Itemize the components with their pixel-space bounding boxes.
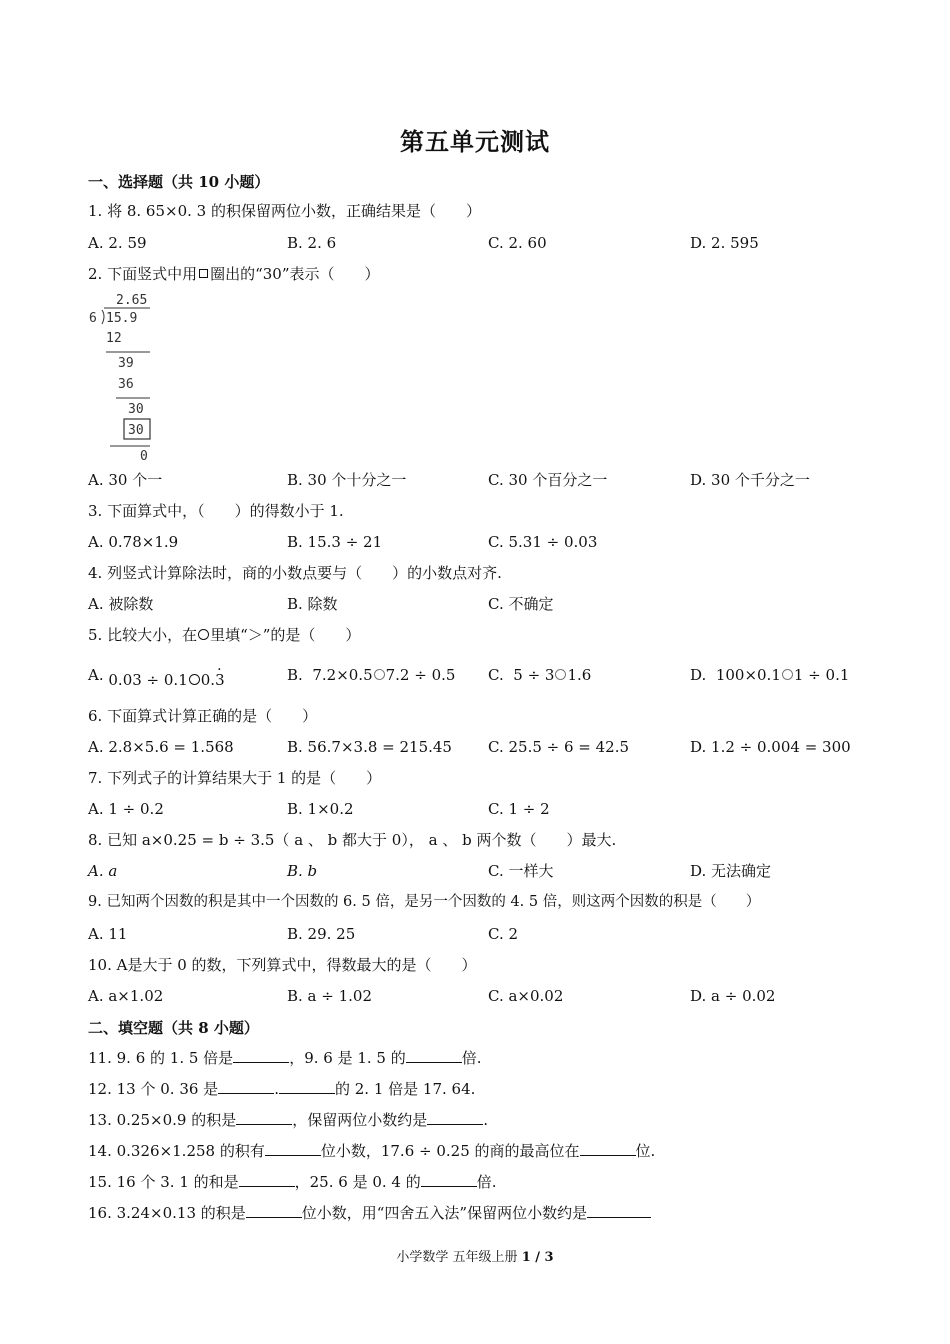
question-5-stem-post: 里填“＞”的是（ ） [210, 626, 361, 644]
question-10-option-d: D. a ÷ 0.02 [690, 987, 776, 1005]
answer-blank[interactable] [279, 1079, 335, 1094]
answer-blank[interactable] [236, 1110, 292, 1125]
question-4-option-c: C. 不确定 [488, 595, 554, 613]
option-b-right: 7.2 ÷ 0.5 [385, 666, 456, 684]
question-12-part-3: 的 2. 1 倍是 17. 64. [334, 1080, 476, 1098]
page-number: 1 / 3 [521, 1250, 554, 1265]
question-3-option-a: A. 0.78×1.9 [88, 533, 179, 551]
long-division-figure [86, 290, 156, 462]
question-10-option-b: B. a ÷ 1.02 [287, 987, 373, 1005]
question-14-part-1: 14. 0.326×1.258 的积有 [88, 1142, 265, 1160]
question-6-stem: 6. 下面算式计算正确的是（ ） [88, 707, 318, 725]
question-7-option-c: C. 1 ÷ 2 [488, 800, 550, 818]
question-16-part-1: 16. 3.24×0.13 的积是 [88, 1204, 246, 1222]
question-7-option-b: B. 1×0.2 [287, 800, 354, 818]
division-row-3: 36 [118, 377, 134, 392]
option-d-right: 1 ÷ 0.1 [793, 666, 850, 684]
compare-circle-icon [782, 669, 793, 680]
question-8-option-a: A. a [88, 862, 118, 880]
question-4-stem: 4. 列竖式计算除法时，商的小数点要与（ ）的小数点对齐. [88, 564, 502, 582]
answer-blank[interactable] [218, 1079, 274, 1094]
option-b-left: 7.2×0.5 [312, 666, 373, 684]
answer-blank[interactable] [580, 1141, 636, 1156]
division-quotient: 2.65 [116, 293, 148, 308]
option-d-left: 100×0.1 [715, 666, 781, 684]
question-6-option-c: C. 25.5 ÷ 6 = 42.5 [488, 738, 630, 756]
question-11-part-3: 倍. [461, 1049, 482, 1067]
question-10-stem: 10. A是大于 0 的数，下列算式中，得数最大的是（ ） [88, 956, 477, 974]
question-3-option-c: C. 5.31 ÷ 0.03 [488, 533, 598, 551]
question-13-part-2: ，保留两位小数约是 [292, 1111, 428, 1129]
question-3-stem: 3. 下面算式中，（ ）的得数小于 1. [88, 502, 344, 520]
question-16-part-2: 位小数，用“四舍五入法”保留两位小数约是 [301, 1204, 588, 1222]
option-a-left: 0.03 ÷ 0.1 [108, 671, 188, 689]
answer-blank[interactable] [233, 1048, 289, 1063]
square-icon [199, 269, 208, 278]
answer-blank[interactable] [265, 1141, 321, 1156]
division-row-4: 30 [128, 402, 144, 417]
question-10-option-c: C. a×0.02 [488, 987, 564, 1005]
question-9-option-b: B. 29. 25 [287, 925, 356, 943]
question-1-option-b: B. 2. 6 [287, 234, 337, 252]
question-15-part-3: 倍. [476, 1173, 497, 1191]
question-13 [88, 1110, 488, 1130]
division-row-2: 39 [118, 356, 134, 371]
question-6-option-a: A. 2.8×5.6 = 1.568 [88, 738, 234, 756]
question-7-option-a: A. 1 ÷ 0.2 [88, 800, 164, 818]
answer-blank[interactable] [406, 1048, 462, 1063]
division-dividend: 15.9 [106, 311, 138, 326]
question-2-option-c: C. 30 个百分之一 [488, 471, 608, 489]
question-13-part-3: . [483, 1111, 489, 1129]
question-8-option-d: D. 无法确定 [690, 862, 772, 880]
question-12-part-2: . [274, 1080, 279, 1098]
question-5-option-b [287, 665, 455, 685]
question-16 [88, 1203, 651, 1223]
question-5-option-c [488, 665, 591, 685]
question-15 [88, 1172, 497, 1192]
answer-blank[interactable] [246, 1203, 302, 1218]
question-14-part-2: 位小数，17.6 ÷ 0.25 的商的最高位在 [320, 1142, 580, 1160]
question-13-part-1: 13. 0.25×0.9 的积是 [88, 1111, 237, 1129]
question-7-stem: 7. 下列式子的计算结果大于 1 的是（ ） [88, 769, 382, 787]
question-6-option-d: D. 1.2 ÷ 0.004 = 300 [690, 738, 851, 756]
question-14 [88, 1141, 655, 1161]
question-8-option-c: C. 一样大 [488, 862, 554, 880]
question-11-part-1: 11. 9. 6 的 1. 5 倍是 [88, 1049, 234, 1067]
answer-blank[interactable] [421, 1172, 477, 1187]
answer-blank[interactable] [239, 1172, 295, 1187]
question-15-part-1: 15. 16 个 3. 1 的和是 [88, 1173, 239, 1191]
question-2-option-a: A. 30 个一 [88, 471, 163, 489]
question-9-option-c: C. 2 [488, 925, 519, 943]
question-2-option-b: B. 30 个十分之一 [287, 471, 407, 489]
question-1-option-d: D. 2. 595 [690, 234, 759, 252]
question-10-option-a: A. a×1.02 [88, 987, 164, 1005]
question-5-stem-pre: 5. 比较大小，在 [88, 626, 198, 644]
answer-blank[interactable] [587, 1203, 651, 1218]
option-c-right: 1.6 [567, 666, 592, 684]
question-4-option-b: B. 除数 [287, 595, 338, 613]
question-11 [88, 1048, 482, 1068]
footer-text: 小学数学 五年级上册 [396, 1250, 522, 1265]
division-bracket [102, 310, 104, 324]
page-title: 第五单元测试 [400, 127, 550, 156]
question-8-stem: 8. 已知 a×0.25 = b ÷ 3.5（ a 、 b 都大于 0）， a 、 b 两个数（ ）最大. [88, 831, 617, 849]
question-5-stem [88, 625, 360, 645]
option-a-right-int: 0. [200, 671, 216, 689]
compare-circle-icon [374, 669, 385, 680]
question-2-stem-post: 圈出的“30”表示（ ） [210, 265, 380, 283]
page-footer [0, 1246, 950, 1265]
option-d-label: D. [690, 666, 707, 684]
question-15-part-2: ，25. 6 是 0. 4 的 [294, 1173, 421, 1191]
section-heading-fill: 二、填空题（共 8 小题） [88, 1019, 259, 1037]
question-2-option-d: D. 30 个千分之一 [690, 471, 810, 489]
question-12-part-1: 12. 13 个 0. 36 是 [88, 1080, 219, 1098]
question-6-option-b: B. 56.7×3.8 = 215.45 [287, 738, 452, 756]
option-a-expression [108, 671, 224, 689]
option-a-label: A. [88, 666, 104, 684]
question-9-stem: 9. 已知两个因数的积是其中一个因数的 6. 5 倍，是另一个因数的 4. 5 倍，则这两个因数的积是（ ） [88, 894, 761, 910]
option-a-right-repeating: 3 · [215, 671, 225, 689]
question-8-option-b: B. b [287, 862, 318, 880]
question-1-option-a: A. 2. 59 [88, 234, 147, 252]
division-boxed-value: 30 [128, 423, 144, 438]
division-divisor: 6 [89, 311, 97, 326]
option-b-label: B. [287, 666, 303, 684]
circle-icon [198, 629, 209, 640]
question-11-part-2: ，9. 6 是 1. 5 的 [289, 1049, 406, 1067]
question-1-stem: 1. 将 8. 65×0. 3 的积保留两位小数，正确结果是（ ） [88, 202, 481, 220]
compare-circle-icon [555, 669, 566, 680]
question-3-option-b: B. 15.3 ÷ 21 [287, 533, 383, 551]
division-row-5: 0 [140, 449, 148, 462]
question-2-stem [88, 264, 380, 284]
compare-circle-icon [189, 674, 200, 685]
question-4-option-a: A. 被除数 [88, 595, 154, 613]
answer-blank[interactable] [427, 1110, 483, 1125]
question-12 [88, 1079, 475, 1099]
question-2-stem-pre: 2. 下面竖式中用 [88, 265, 198, 283]
option-c-left: 5 ÷ 3 [513, 666, 555, 684]
option-c-label: C. [488, 666, 504, 684]
question-14-part-3: 位. [635, 1142, 656, 1160]
question-9-option-a: A. 11 [88, 925, 128, 943]
question-5-option-a [88, 665, 225, 689]
question-5-option-d [690, 665, 849, 685]
division-row-1: 12 [106, 331, 122, 346]
section-heading-choice: 一、选择题（共 10 小题） [88, 173, 270, 191]
question-1-option-c: C. 2. 60 [488, 234, 547, 252]
